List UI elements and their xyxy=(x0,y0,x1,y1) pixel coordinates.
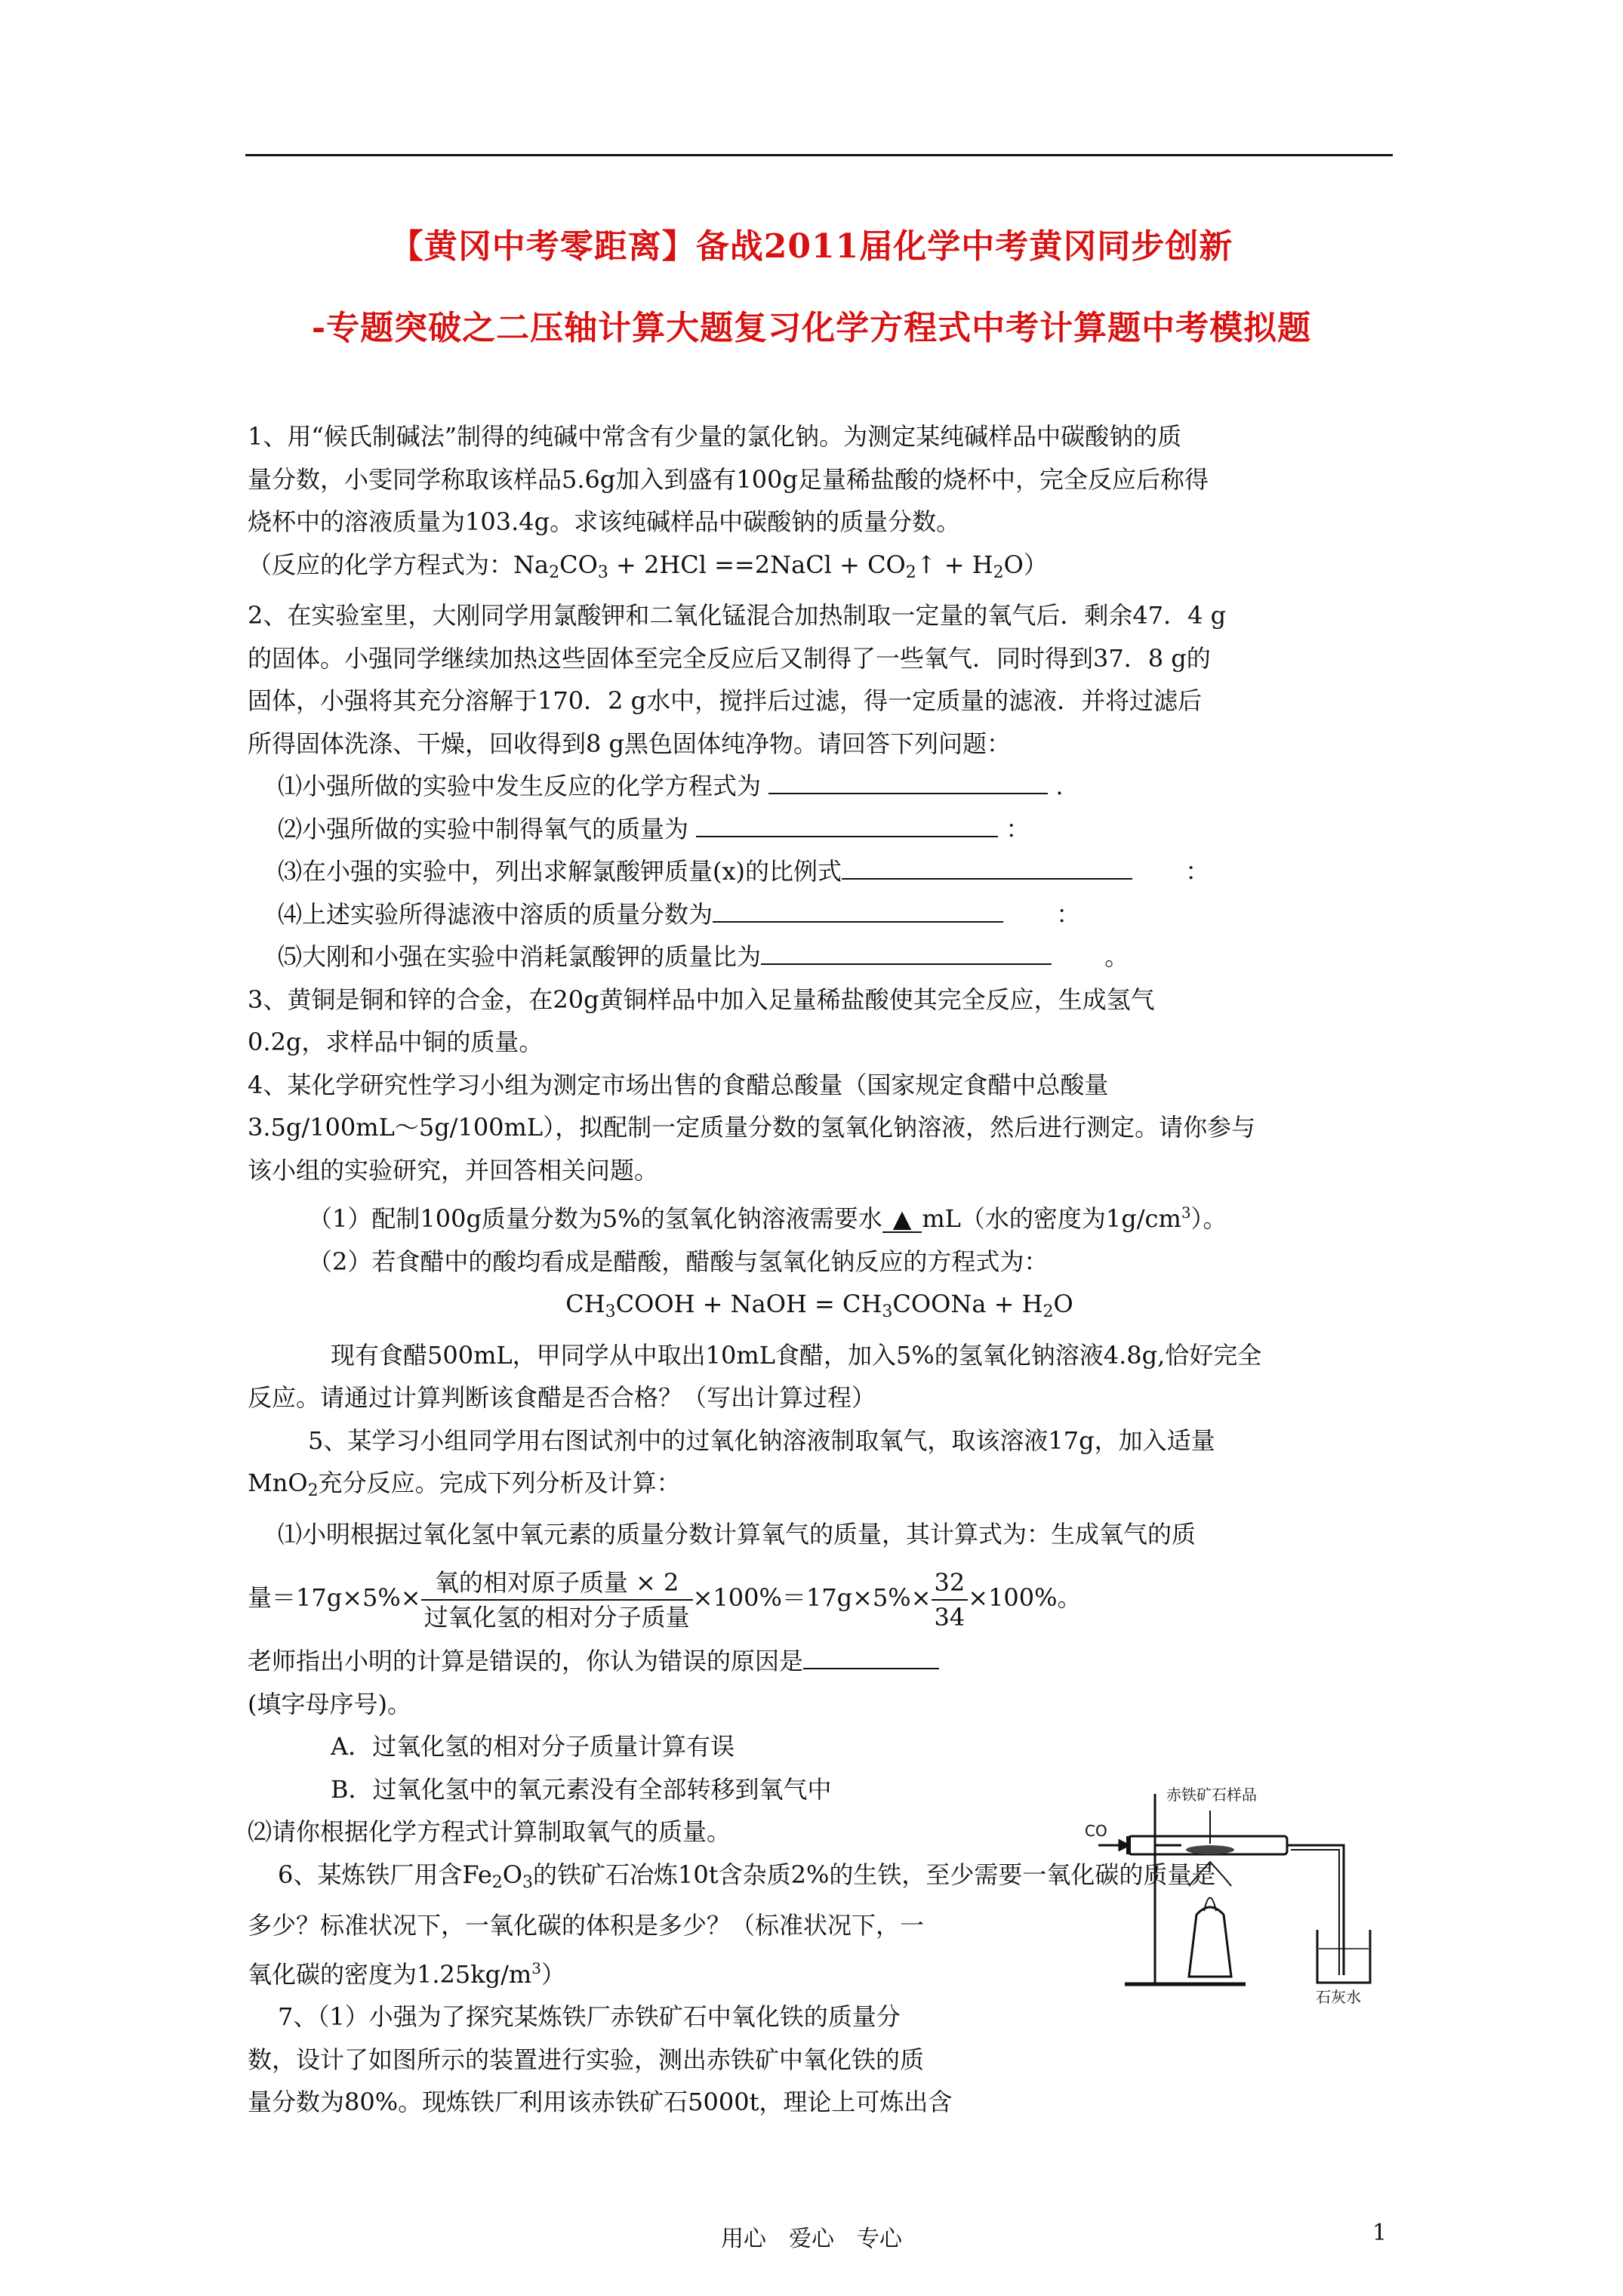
sample-powder xyxy=(1186,1845,1234,1854)
q2-part-2: ⑵小强所做的实验中制得氧气的质量为 ： xyxy=(248,808,1391,851)
title-line-2: -专题突破之二压轴计算大题复习化学方程式中考计算题中考模拟题 xyxy=(311,309,1312,347)
q2-part-3: ⑶在小强的实验中，列出求解氯酸钾质量(x)的比例式 ： xyxy=(248,850,1391,893)
q5-formula: 量＝17g×5%× $\frac{\text{氧的相对原子质量 × 2}}{\text{过氧化氢的相对分子质量}}$ ×100%＝17g×5%× $\frac{32}{34}$ ×100%。 xyxy=(248,1555,1391,1640)
q2-line-2: 的固体。小强同学继续加热这些固体至完全反应后又制得了一些氧气．同时得到37．8 g的 xyxy=(248,643,1211,673)
q3-line-1: 3、黄铜是铜和锌的合金，在20g黄铜样品中加入足量稀盐酸使其完全反应，生成氢气 xyxy=(248,985,1155,1014)
q5-line-4: (填字母序号)。 xyxy=(248,1689,411,1718)
figure-label-sample: 赤铁矿石样品 xyxy=(1166,1786,1257,1804)
q2-line-1: 2、在实验室里，大刚同学用氯酸钾和二氧化锰混合加热制取一定量的氧气后．剩余47．4 g xyxy=(248,601,1227,630)
answer-blank[interactable] xyxy=(803,1644,939,1669)
q2-part-1: ⑴小强所做的实验中发生反应的化学方程式为 . xyxy=(248,765,1391,808)
q4-line-5: 反应。请通过计算判断该食醋是否合格？（写出计算过程） xyxy=(248,1383,876,1412)
q6-line-2: 多少？标准状况下，一氧化碳的体积是多少？（标准状况下，一 xyxy=(248,1911,925,1940)
q2-part-4: ⑷上述实验所得滤液中溶质的质量分数为 ： xyxy=(248,893,1391,936)
q4-part-1: （1）配制100g质量分数为5%的氢氧化钠溶液需要水 ▲ mL（水的密度为$1g/cm^3$）。 xyxy=(308,1203,1227,1233)
q1-line-3: 烧杯中的溶液质量为103.4g。求该纯碱样品中碳酸钠的质量分数。 xyxy=(248,507,961,536)
q6-line-3: 氧化碳的密度为$1.25kg/m^3$） xyxy=(248,1959,566,1989)
answer-blank[interactable] xyxy=(713,897,1003,923)
outlet-tube xyxy=(1287,1845,1344,1975)
answer-blank[interactable] xyxy=(768,769,1048,794)
apparatus-figure xyxy=(1083,1764,1393,2005)
answer-blank[interactable] xyxy=(761,939,1052,965)
q5-line-1: 5、某学习小组同学用右图试剂中的过氧化钠溶液制取氧气，取该溶液17g，加入适量 xyxy=(308,1425,1215,1455)
q6-line-1: 6、某炼铁厂用含$Fe_2O_3$的铁矿石冶炼10t含杂质2%的生铁，至少需要一氧化碳的质量是 xyxy=(278,1860,1216,1892)
answer-blank[interactable]: ▲ xyxy=(882,1206,922,1233)
figure-label-limewater: 石灰水 xyxy=(1316,1988,1361,2005)
q4-equation: $CH_3COOH$ + NaOH = $CH_3COONa + H_2O$ xyxy=(565,1290,1073,1321)
q5-line-2: MnO$_2$充分反应。完成下列分析及计算： xyxy=(248,1469,681,1500)
q2-line-3: 固体，小强将其充分溶解于170．2 g水中，搅拌后过滤，得一定质量的滤液．并将过滤后 xyxy=(248,686,1203,715)
q5-part-1: ⑴小明根据过氧化氢中氧元素的质量分数计算氧气的质量，其计算式为：生成氧气的质 xyxy=(278,1519,1196,1549)
q4-part-2: （2）若食醋中的酸均看成是醋酸，醋酸与氢氧化钠反应的方程式为： xyxy=(308,1247,1049,1276)
fraction-1: $\frac{\text{氧的相对原子质量 × 2}}{\text{过氧化氢的相对分子质量}}$ xyxy=(421,1566,693,1634)
q1-equation: （反应的化学方程式为：$Na_2CO_3 + 2HCl$ ==2NaCl + $CO_2↑ + H_2O$） xyxy=(248,550,1048,582)
q7-line-1: 7、（1）小强为了探究某炼铁厂赤铁矿石中氧化铁的质量分 xyxy=(278,2002,901,2031)
answer-blank[interactable] xyxy=(696,812,998,837)
q7-line-2: 数，设计了如图所示的装置进行实验，测出赤铁矿中氧化铁的质 xyxy=(248,2045,925,2074)
q4-line-4: 现有食醋500mL，甲同学从中取出10mL食醋，加入5%的氢氧化钠溶液4.8g,恰好完全 xyxy=(331,1340,1262,1370)
alcohol-lamp xyxy=(1189,1907,1231,1977)
q2-line-4: 所得固体洗涤、干燥，回收得到8 g黑色固体纯净物。请回答下列问题： xyxy=(248,729,1012,758)
q5-option-a: A．过氧化氢的相对分子质量计算有误 xyxy=(331,1732,735,1761)
q5-option-b: B．过氧化氢中的氧元素没有全部转移到氧气中 xyxy=(331,1774,832,1804)
q1-line-1: 1、用“候氏制碱法”制得的纯碱中常含有少量的氯化钠。为测定某纯碱样品中碳酸钠的质 xyxy=(248,422,1182,451)
figure-label-co: CO xyxy=(1085,1822,1107,1840)
q5-part-2: ⑵请你根据化学方程式计算制取氧气的质量。 xyxy=(248,1817,731,1846)
q1-line-2: 量分数，小雯同学称取该样品5.6g加入到盛有100g足量稀盐酸的烧杯中，完全反应后称得 xyxy=(248,464,1209,494)
answer-blank[interactable] xyxy=(842,854,1132,880)
title-line-1: 【黄冈中考零距离】备战2011届化学中考黄冈同步创新 xyxy=(390,227,1233,266)
footer-motto: 用心 爱心 专心 xyxy=(721,2226,902,2252)
fraction-2: $\frac{32}{34}$ xyxy=(932,1566,969,1634)
q7-line-3: 量分数为80%。现炼铁厂利用该赤铁矿石5000t，理论上可炼出含 xyxy=(248,2088,953,2116)
header-rule xyxy=(245,154,1393,156)
page-number: 1 xyxy=(1372,2220,1387,2246)
q2-part-5: ⑸大刚和小强在实验中消耗氯酸钾的质量比为 。 xyxy=(248,935,1391,978)
q4-line-1: 4、某化学研究性学习小组为测定市场出售的食醋总酸量（国家规定食醋中总酸量 xyxy=(248,1070,1109,1099)
q4-line-3: 该小组的实验研究，并回答相关问题。 xyxy=(248,1155,659,1185)
q3-line-2: 0.2g，求样品中铜的质量。 xyxy=(248,1028,544,1056)
q4-line-2: 3.5g/100mL～5g/100mL），拟配制一定质量分数的氢氧化钠溶液，然后进行测定。请你参与 xyxy=(248,1113,1256,1142)
q5-line-3: 老师指出小明的计算是错误的，你认为错误的原因是 xyxy=(248,1640,1391,1683)
